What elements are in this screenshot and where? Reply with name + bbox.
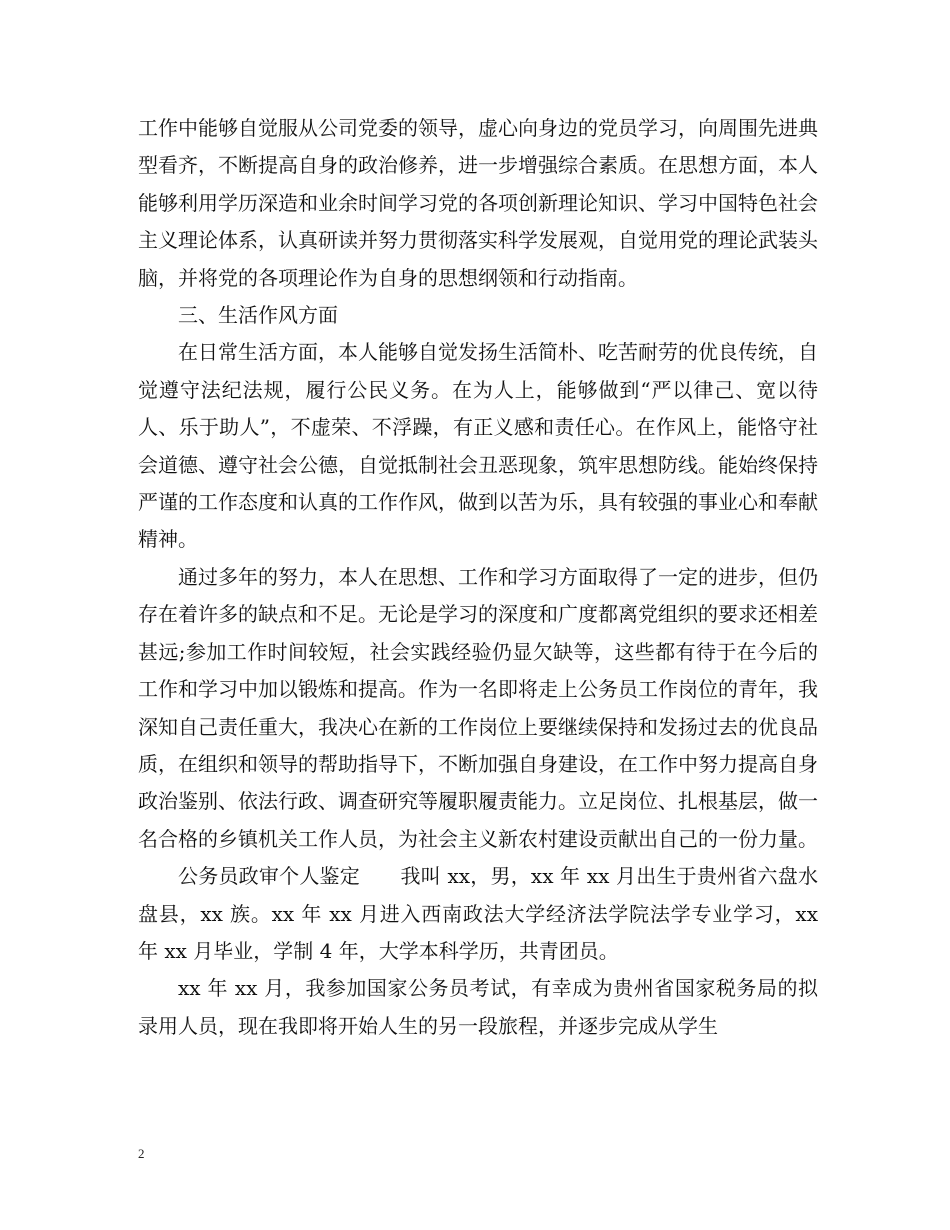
document-body (138, 110, 818, 1045)
paragraph-6: xx 年 xx 月，我参加国家公务员考试，有幸成为贵州省国家税务局的拟录用人员，现在我即将开始人生的另一段旅程，并逐步完成从学生 (138, 976, 818, 1038)
section-heading-lifestyle: 三、生活作风方面 (178, 303, 338, 328)
paragraph-4: 通过多年的努力，本人在思想、工作和学习方面取得了一定的进步，但仍存在着许多的缺点和不足。无论是学习的深度和广度都离党组织的要求还相差甚远;参加工作时间较短，社会实践经验仍显欠缺等，这些都有待于在今后的工作和学习中加以锻炼和提高。作为一名即将走上公务员工作岗位的青年，我深知自己责任重大，我决心在新的工作岗位上要继续保持和发扬过去的优良品质，在组织和领导的帮助指导下，不断加强自身建设，在工作中努力提高自身政治鉴别、依法行政、调查研究等履职履责能力。立足岗位、扎根基层，做一名合格的乡镇机关工作人员，为社会主义新农村建设贡献出自己的一份力量。 (138, 564, 818, 851)
paragraph-1: 工作中能够自觉服从公司党委的领导，虚心向身边的党员学习，向周围先进典型看齐，不断提高自身的政治修养，进一步增强综合素质。在思想方面，本人能够利用学历深造和业余时间学习党的各项创新理论知识、学习中国特色社会主义理论体系，认真研读并努力贯彻落实科学发展观，自觉用党的理论武装头脑，并将党的各项理论作为自身的思想纲领和行动指南。 (138, 116, 818, 290)
paragraph-5: 公务员政审个人鉴定 我叫 xx，男，xx 年 xx 月出生于贵州省六盘水盘县，xx 族。xx 年 xx 月进入西南政法大学经济法学院法学专业学习，xx 年 xx 月毕业，学制 4 年，大学本科学历，共青团员。 (138, 864, 818, 963)
paragraph-3: 在日常生活方面，本人能够自觉发扬生活简朴、吃苦耐劳的优良传统，自觉遵守法纪法规，履行公民义务。在为人上，能够做到“严以律己、宽以待人、乐于助人”，不虚荣、不浮躁，有正义感和责任心。在作风上，能恪守社会道德、遵守社会公德，自觉抵制社会丑恶现象，筑牢思想防线。能始终保持严谨的工作态度和认真的工作作风，做到以苦为乐，具有较强的事业心和奉献精神。 (138, 340, 818, 552)
page-number: 2 (138, 1146, 145, 1161)
